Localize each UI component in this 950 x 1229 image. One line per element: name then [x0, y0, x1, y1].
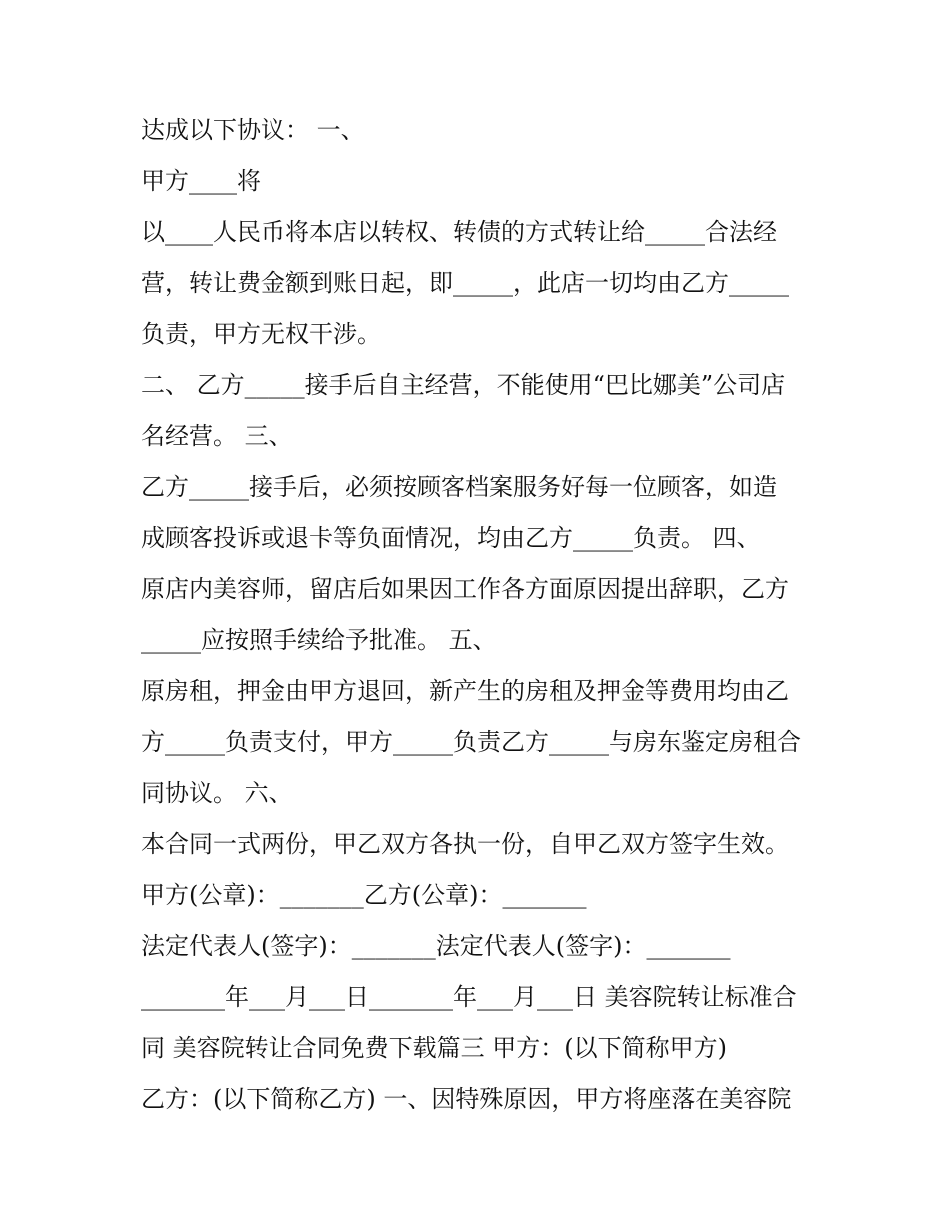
text-line: 原店内美容师，留店后如果因工作各方面原因提出辞职，乙方 [141, 575, 789, 603]
text-line: 本合同一式两份，甲乙双方各执一份，自甲乙双方签字生效。 [141, 830, 789, 858]
text-line: 甲方____将 [141, 167, 261, 195]
text-line: _______年___月___日_______年___月___日 美容院转让标准合 [141, 983, 797, 1011]
text-line: 负责，甲方无权干涉。 [141, 320, 381, 348]
text-line: _____应按照手续给予批准。 五、 [141, 626, 497, 654]
text-line: 法定代表人(签字)：_______法定代表人(签字)：_______ [141, 932, 731, 960]
text-line: 成顾客投诉或退卡等负面情况，均由乙方_____负责。 四、 [141, 524, 761, 552]
text-line: 营，转让费金额到账日起，即_____，此店一切均由乙方_____ [141, 269, 789, 297]
text-line: 方_____负责支付，甲方_____负责乙方_____与房东鉴定房租合 [141, 728, 801, 756]
text-line: 名经营。 三、 [141, 422, 293, 450]
text-line: 达成以下协议： 一、 [141, 116, 365, 144]
text-line: 乙方_____接手后，必须按顾客档案服务好每一位顾客，如造 [141, 473, 777, 501]
text-line: 同协议。 六、 [141, 779, 293, 807]
text-line: 甲方(公章)：_______乙方(公章)：_______ [141, 881, 587, 909]
text-line: 乙方：(以下简称乙方) 一、因特殊原因，甲方将座落在美容院 [141, 1085, 792, 1113]
text-line: 二、 乙方_____接手后自主经营，不能使用“巴比娜美”公司店 [141, 371, 786, 399]
text-line: 以____人民币将本店以转权、转债的方式转让给_____合法经 [141, 218, 777, 246]
text-line: 同 美容院转让合同免费下载篇三 甲方：(以下简称甲方) [141, 1034, 727, 1062]
text-line: 原房租，押金由甲方退回，新产生的房租及押金等费用均由乙 [141, 677, 789, 705]
